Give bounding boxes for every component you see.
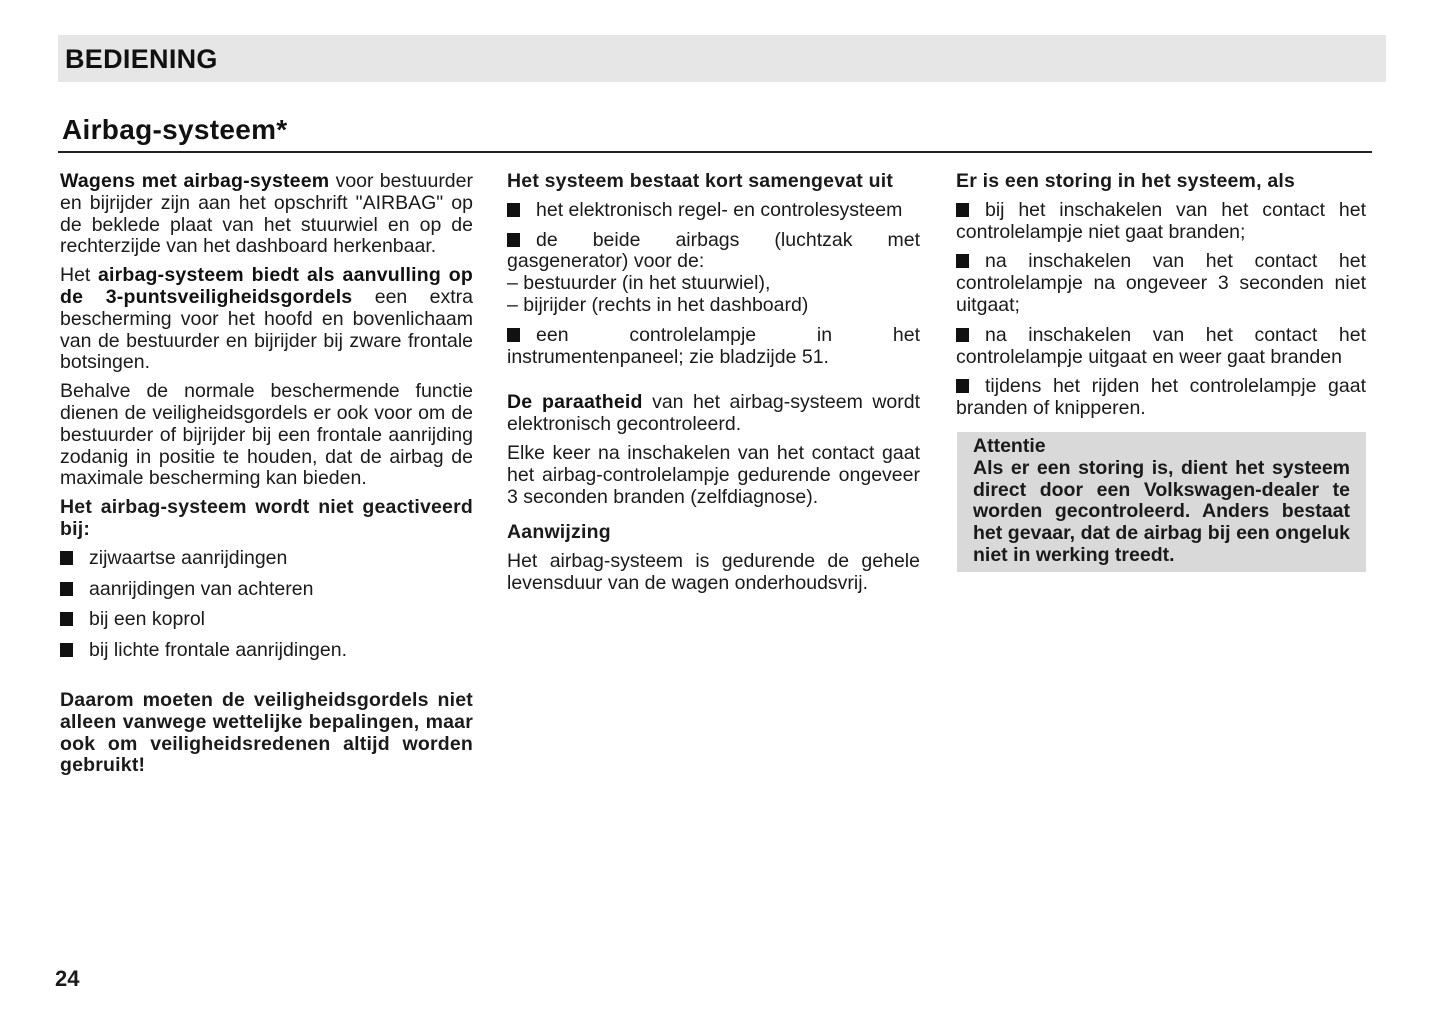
list-item-text: aanrijdingen van achteren	[89, 577, 314, 600]
conclusion: Daarom moeten de veiligheidsgordels niet alleen vanwege wettelijke bepalingen, maar ook om veiligheidsredenen altijd worden gebruikt!	[60, 688, 473, 777]
supplement-text: een extra bescherming voor het hoofd en bovenlichaam van de bestuurder en bijrijder bij zware frontale botsingen.	[60, 285, 473, 374]
readiness-text: van het airbag-systeem wordt elektronisch gecontroleerd.	[507, 391, 920, 436]
bullet-square-icon	[60, 582, 73, 596]
bullet-square-icon	[956, 379, 969, 393]
attention-title: Attentie	[973, 434, 1046, 457]
column-3	[956, 171, 1366, 572]
bullet-square-icon	[956, 328, 969, 342]
readiness-bold: De paraatheid	[507, 391, 643, 414]
supplement-bold: airbag-systeem biedt als aanvulling op de 3-puntsveiligheidsgordels	[60, 264, 473, 308]
list-item	[60, 609, 473, 631]
intro-bold: Wagens met airbag-systeem	[60, 170, 330, 192]
note-heading: Aanwijzing	[507, 521, 611, 544]
bullet-square-icon	[60, 612, 73, 626]
list-item	[956, 376, 1366, 420]
bullet-square-icon	[507, 203, 520, 217]
list-item-text: zijwaartse aanrijdingen	[89, 546, 288, 569]
list-item	[956, 200, 1366, 244]
note-paragraph: Het airbag-systeem is gedurende de gehele levensduur van de wagen onderhoudsvrij.	[507, 550, 920, 594]
intro-paragraph	[60, 171, 473, 258]
list-item-text: de beide airbags (luchtzak met gasgenerator) voor de:	[507, 228, 920, 273]
list-item-text: na inschakelen van het contact het controlelampje uitgaat en weer gaat branden	[956, 323, 1366, 368]
column-2	[507, 171, 920, 602]
list-item	[60, 548, 473, 570]
supplement-paragraph	[60, 265, 473, 374]
self-check-paragraph: Elke keer na inschakelen van het contact gaat het airbag-controlelampje gedurende ongeveer 3 seconden branden (zelfdiagnose).	[507, 441, 920, 508]
page-title: Airbag-systeem*	[62, 114, 288, 145]
fault-heading: Er is een storing in het systeem, als	[956, 170, 1296, 192]
attention-text: Als er een storing is, dient het systeem direct door een Volkswagen-dealer te worden gecontroleerd. Anders bestaat het gevaar, dat de airbag bij een ongeluk niet in werking treedt.	[973, 456, 1350, 566]
readiness-paragraph	[507, 392, 920, 436]
sub-item: – bestuurder (in het stuurwiel),	[507, 272, 771, 295]
bullet-square-icon	[60, 551, 73, 565]
bullet-square-icon	[60, 643, 73, 657]
bullet-square-icon	[956, 203, 969, 217]
list-item	[956, 251, 1366, 316]
sub-item: – bijrijder (rechts in het dashboard)	[507, 293, 809, 316]
list-item	[507, 325, 920, 369]
list-item	[60, 640, 473, 662]
not-activated-heading: Het airbag-systeem wordt niet geactiveerd bij:	[60, 496, 473, 540]
list-item	[956, 325, 1366, 369]
system-heading: Het systeem bestaat kort samengevat uit	[507, 170, 894, 192]
list-item-text: tijdens het rijden het controlelampje gaat branden of knipperen.	[956, 375, 1366, 420]
list-item-text: een controlelampje in het instrumentenpaneel; zie bladzijde 51.	[507, 323, 920, 368]
bullet-square-icon	[507, 233, 520, 247]
column-1	[60, 171, 473, 784]
intro-text: voor bestuurder en bijrijder zijn aan het opschrift "AIRBAG" op de beklede plaat van het stuurwiel en op de rechterzijde van het dashboard herkenbaar.	[60, 170, 473, 258]
section-header	[58, 35, 1386, 82]
list-item	[507, 200, 920, 222]
bullet-square-icon	[956, 254, 969, 268]
list-item-text: bij een koprol	[89, 608, 205, 631]
list-item	[507, 230, 920, 317]
bullet-square-icon	[507, 328, 520, 342]
list-item	[60, 579, 473, 601]
list-item-text: bij lichte frontale aanrijdingen.	[89, 639, 347, 662]
list-item-text: bij het inschakelen van het contact het controlelampje niet gaat branden;	[956, 198, 1366, 243]
list-item-text: het elektronisch regel- en controlesysteem	[536, 198, 903, 221]
title-divider	[58, 151, 1372, 153]
belt-paragraph: Behalve de normale beschermende functie dienen de veiligheidsgordels er ook voor om de bestuurder of bijrijder bij een frontale aanrijding zodanig in positie te houden, dat de airbag de maximale bescherming kan bieden.	[60, 380, 473, 490]
page-number: 24	[55, 966, 80, 991]
list-item-text: na inschakelen van het contact het controlelampje na ongeveer 3 seconden niet uitgaat;	[956, 250, 1366, 316]
supplement-pre: Het	[60, 264, 98, 287]
section-title: BEDIENING	[65, 44, 218, 74]
attention-box	[957, 432, 1366, 572]
